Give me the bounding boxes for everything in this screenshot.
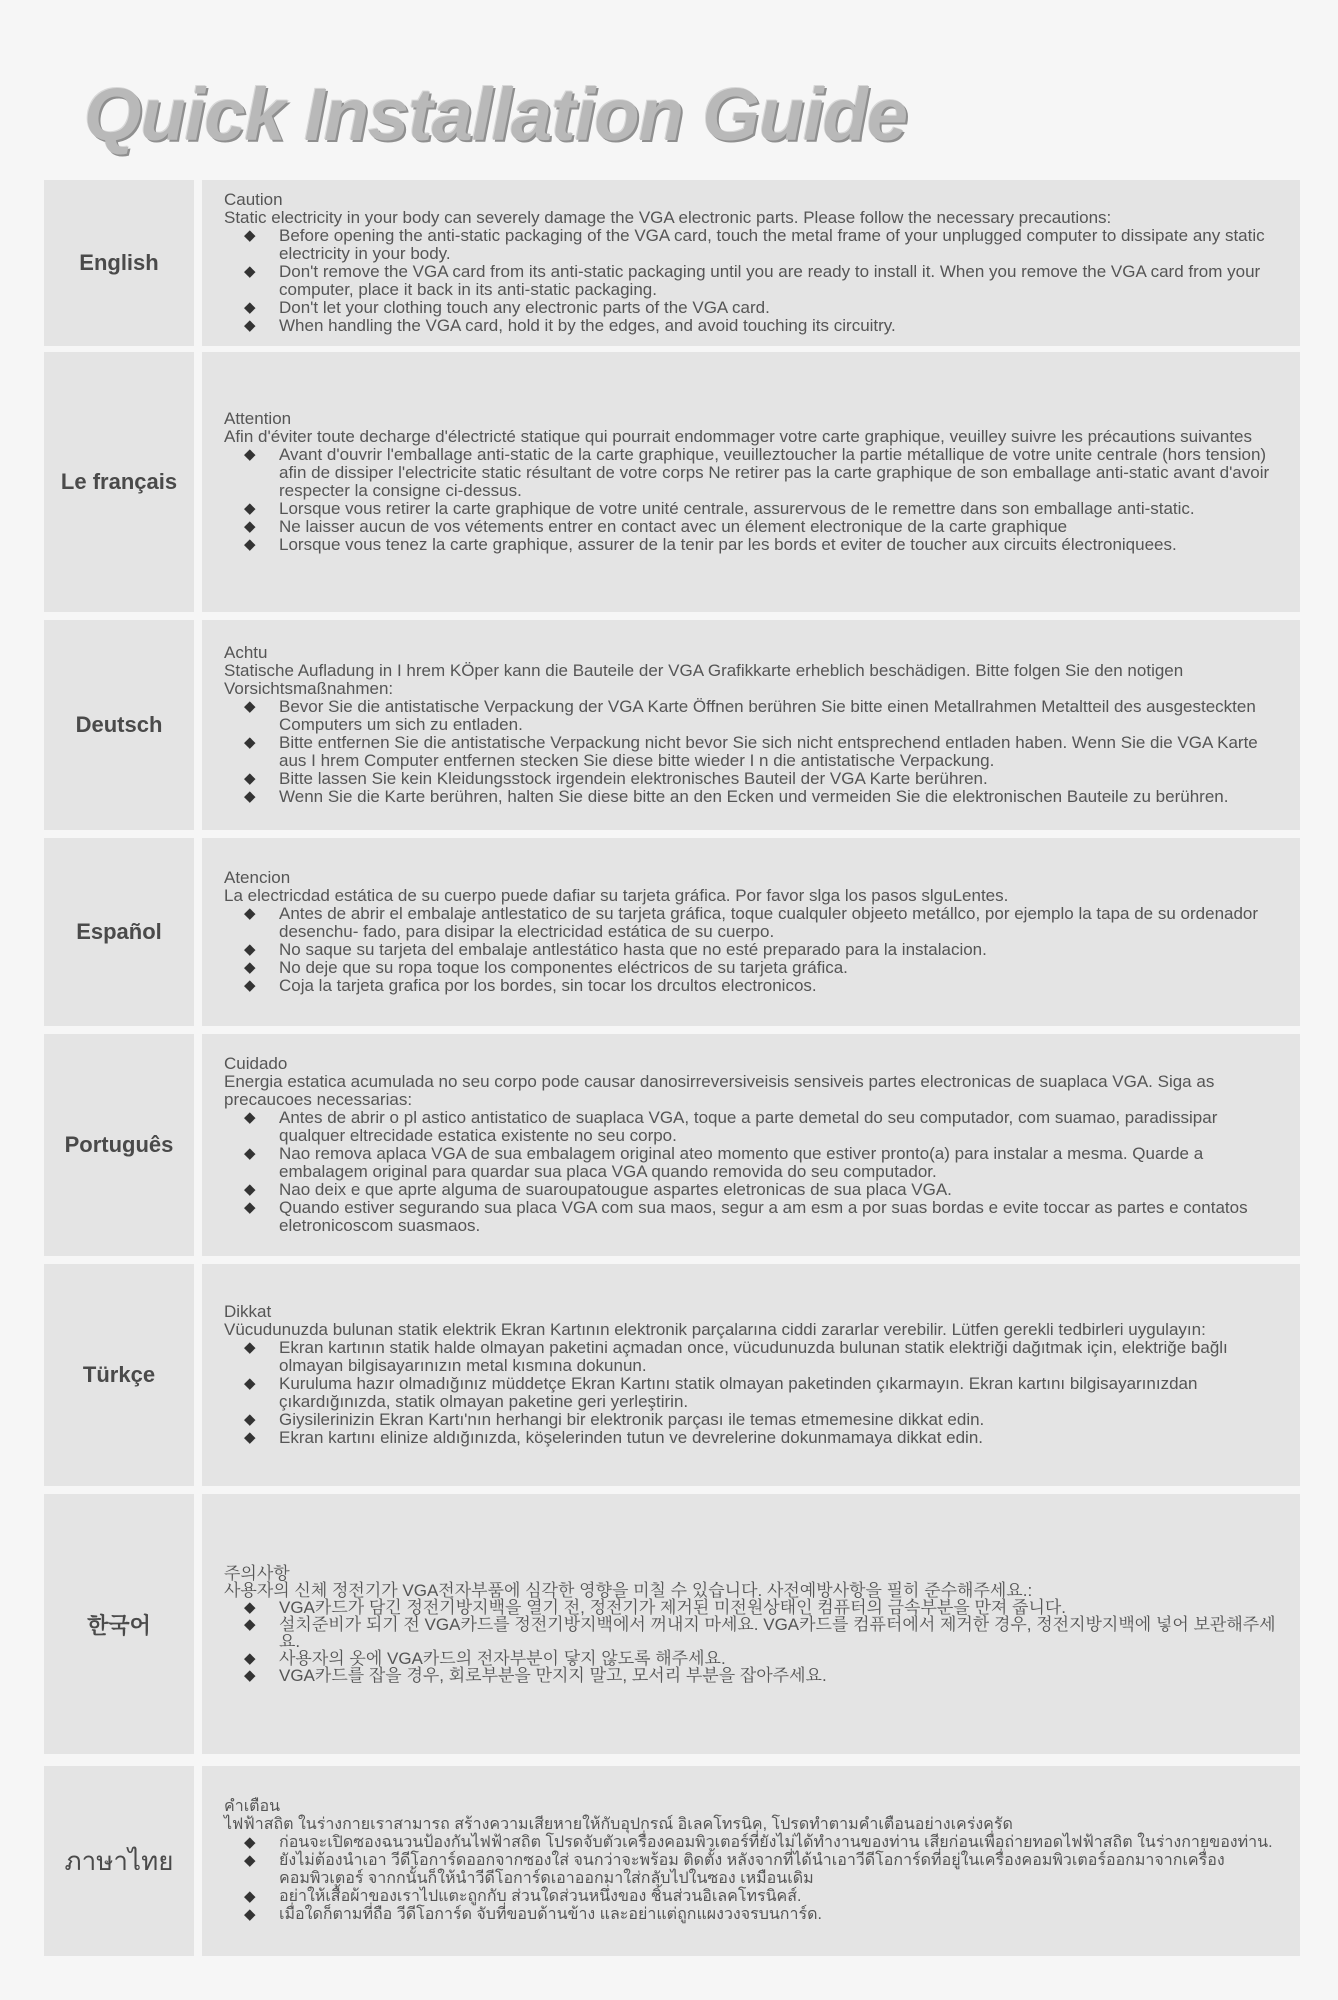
precaution-item: ◆ Nao remova aplaca VGA de sua embalagem original ateo momento que estiver pronto(a) para instalar a mesma. Quarde a embalagem original para quardar sua placa VGA quando removida do seu computador. (224, 1145, 1286, 1181)
section-heading: Cuidado (224, 1054, 288, 1073)
precaution-item: ◆ Coja la tarjeta grafica por los bordes, sin tocar los drcultos electronicos. (224, 977, 1286, 995)
section-spanish (44, 838, 1300, 1026)
precaution-list (224, 227, 1286, 335)
precaution-item: ◆ ยังไม่ต้องนำเอา วีดีโอการ์ดออกจากซองใส่ จนกว่าจะพร้อม ติดตั้ง หลังจากที่ได้นำเอาวีดีโอการ์ดที่อยู่ในเครื่องคอมพิวเตอร์ออกมาจากเครื่องคอมพิวเตอร์ จากกนั้นก็ให้นำวีดีโอการ์ดเอาออกมาใส่กลับไปในซอง เหมือนเดิม (224, 1852, 1286, 1888)
precaution-item: ◆ Bevor Sie die antistatische Verpackung der VGA Karte Öffnen berühren Sie bitte einen Metallrahmen Metaltteil des ausgesteckten Computers um sich zu entladen. (224, 698, 1286, 734)
precaution-list (224, 698, 1286, 806)
precaution-item: ◆ When handling the VGA card, hold it by the edges, and avoid touching its circuitry. (224, 317, 1286, 335)
section-intro: Static electricity in your body can severely damage the VGA electronic parts. Please follow the necessary precautions: (224, 208, 1112, 227)
language-label: 한국어 (44, 1494, 194, 1754)
precaution-list (224, 1599, 1286, 1684)
section-heading: Caution (224, 190, 283, 209)
precaution-item: ◆ No saque su tarjeta del embalaje antlestático hasta que no esté preparado para la instalacion. (224, 941, 1286, 959)
section-intro: Afin d'éviter toute decharge d'électricté statique qui pourrait endommager votre carte graphique, veuilley suivre les précautions suivantes (224, 427, 1253, 446)
section-content (202, 1034, 1300, 1256)
precaution-item: ◆ ก่อนจะเปิดซองฉนวนป้องกันไฟฟ้าสถิต โปรดจับตัวเครื่องคอมพิวเตอร์ที่ยังไม่ได้ทำงานของท่าน เสียก่อนเพื่อถ่ายทอดไฟฟ้าสถิต ในร่างกายของท่าน. (224, 1834, 1286, 1852)
section-content (202, 1494, 1300, 1754)
section-heading: Attention (224, 409, 292, 428)
precaution-list (224, 905, 1286, 995)
section-german (44, 620, 1300, 830)
language-label: Português (44, 1034, 194, 1256)
section-intro: ไฟฟ้าสถิต ในร่างกายเราสามารถ สร้างความเสียหายให้กับอุปกรณ์ อิเลคโทรนิค, โปรดทำตามคำเตือนอย่างเคร่งครัด (224, 1816, 1013, 1833)
precaution-item: ◆ Nao deix e que aprte alguma de suaroupatougue aspartes eletronicas de sua placa VGA. (224, 1181, 1286, 1199)
section-heading: 주의사항 (224, 1563, 290, 1583)
language-label: Le français (44, 352, 194, 612)
precaution-item: ◆ Wenn Sie die Karte berühren, halten Sie diese bitte an den Ecken und vermeiden Sie die elektronischen Bauteile zu berühren. (224, 788, 1286, 806)
section-content (202, 180, 1300, 346)
section-heading: Achtu (224, 643, 268, 662)
section-korean (44, 1494, 1300, 1754)
section-content (202, 1264, 1300, 1486)
precaution-item: ◆ 사용자의 옷에 VGA카드의 전자부분이 닿지 않도록 해주세요. (224, 1650, 1286, 1667)
precaution-item: ◆ Lorsque vous tenez la carte graphique, assurer de la tenir par les bords et eviter de toucher aux circuits électroniquees. (224, 536, 1286, 554)
section-content (202, 1766, 1300, 1956)
precaution-item: ◆ Ne laisser aucun de vos vétements entrer en contact avec un élement electronique de la carte graphique (224, 518, 1286, 536)
section-intro: Energia estatica acumulada no seu corpo pode causar danosirreversiveisis sensiveis partes electronicas de suaplaca VGA. Siga as precaucoes necessarias: (224, 1072, 1215, 1109)
section-portuguese (44, 1034, 1300, 1256)
precaution-item: ◆ Before opening the anti-static packaging of the VGA card, touch the metal frame of your unplugged computer to dissipate any static electricity in your body. (224, 227, 1286, 263)
section-intro: Vücudunuzda bulunan statik elektrik Ekran Kartının elektronik parçalarına ciddi zararlar verebilir. Lütfen gerekli tedbirleri uygulayın: (224, 1320, 1206, 1339)
precaution-item: ◆ Avant d'ouvrir l'emballage anti-static de la carte graphique, veuilleztoucher la partie métallique de votre unite centrale (hors tension) afin de dissiper l'electricite static résultant de votre corps Ne retirer pas la carte graphique de son emballage anti-static avant d'avoir respecter la consigne ci-dessus. (224, 446, 1286, 500)
precaution-item: ◆ VGA카드가 담긴 정전기방지백을 열기 전, 정전기가 제거된 미전원상태인 컴퓨터의 금속부분을 만져 줍니다. (224, 1599, 1286, 1616)
precaution-item: ◆ No deje que su ropa toque los componentes eléctricos de su tarjeta gráfica. (224, 959, 1286, 977)
precaution-item: ◆ Don't let your clothing touch any electronic parts of the VGA card. (224, 299, 1286, 317)
precaution-item: ◆ Bitte lassen Sie kein Kleidungsstock irgendein elektronisches Bauteil der VGA Karte berühren. (224, 770, 1286, 788)
precaution-item: ◆ Giysilerinizin Ekran Kartı'nın herhangi bir elektronik parçası ile temas etmemesine dikkat edin. (224, 1411, 1286, 1429)
language-label: Deutsch (44, 620, 194, 830)
section-content (202, 838, 1300, 1026)
section-english (44, 180, 1300, 346)
section-content (202, 620, 1300, 830)
precaution-item: ◆ 설치준비가 되기 전 VGA카드를 정전기방지백에서 꺼내지 마세요. VGA카드를 컴퓨터에서 제거한 경우, 정전지방지백에 넣어 보관해주세요. (224, 1616, 1286, 1650)
precaution-item: ◆ Ekran kartını elinize aldığınızda, köşelerinden tutun ve devrelerine dokunmamaya dikkat edin. (224, 1429, 1286, 1447)
precaution-item: ◆ Quando estiver segurando sua placa VGA com sua maos, segur a am esm a por suas bordas e evite toccar as partes e contatos eletronicoscom suasmaos. (224, 1199, 1286, 1235)
precaution-item: ◆ Bitte entfernen Sie die antistatische Verpackung nicht bevor Sie sich nicht entsprechend entladen haben. Wenn Sie die VGA Karte aus I hrem Computer entfernen stecken Sie diese bitte wieder I n die antistatische Verpackung. (224, 734, 1286, 770)
precaution-item: ◆ อย่าให้เสื้อผ้าของเราไปแตะถูกกับ ส่วนใดส่วนหนึ่งของ ชิ้นส่วนอิเลคโทรนิคส์. (224, 1888, 1286, 1906)
precaution-list (224, 1339, 1286, 1447)
section-content (202, 352, 1300, 612)
language-label: English (44, 180, 194, 346)
section-intro: 사용자의 신체 정전기가 VGA전자부품에 심각한 영향을 미칠 수 있습니다. 사전예방사항을 필히 준수해주세요.: (224, 1580, 1033, 1600)
precaution-item: ◆ เมื่อใดก็ตามที่ถือ วีดีโอการ์ด จับที่ขอบด้านข้าง และอย่าแต่ถูกแผงวงจรบนการ์ด. (224, 1906, 1286, 1924)
section-heading: คำเตือน (224, 1798, 281, 1815)
precaution-list (224, 446, 1286, 554)
section-heading: Dikkat (224, 1302, 272, 1321)
precaution-item: ◆ Ekran kartının statik halde olmayan paketini açmadan once, vücudunuzda bulunan statik elektriği dağıtmak için, elektriğe bağlı olmayan bilgisayarınızın metal kısmına dokunun. (224, 1339, 1286, 1375)
section-intro: Statische Aufladung in I hrem KÖper kann die Bauteile der VGA Grafikkarte erheblich beschädigen. Bitte folgen Sie den notigen Vorsichtsmaßnahmen: (224, 661, 1184, 698)
precaution-item: ◆ Antes de abrir el embalaje antlestatico de su tarjeta gráfica, toque cualquler objeeto metállco, por ejemplo la tapa de su ordenador desenchu- fado, para disipar la electricidad estática de su cuerpo. (224, 905, 1286, 941)
precaution-item: ◆ VGA카드를 잡을 경우, 회로부분을 만지지 말고, 모서리 부분을 잡아주세요. (224, 1667, 1286, 1684)
section-intro: La electricdad estática de su cuerpo puede dafiar su tarjeta gráfica. Por favor slga los pasos slguLentes. (224, 886, 1009, 905)
precaution-item: ◆ Antes de abrir o pl astico antistatico de suaplaca VGA, toque a parte demetal do seu computador, com suamao, paradissipar qualquer eltrecidade estatica existente no seu corpo. (224, 1109, 1286, 1145)
precaution-list (224, 1834, 1286, 1924)
precaution-item: ◆ Lorsque vous retirer la carte graphique de votre unité centrale, assurervous de le remettre dans son emballage anti-static. (224, 500, 1286, 518)
language-label: ภาษาไทย (44, 1766, 194, 1956)
language-label: Türkçe (44, 1264, 194, 1486)
section-thai (44, 1766, 1300, 1956)
precaution-item: ◆ Kuruluma hazır olmadığınız müddetçe Ekran Kartını statik olmayan paketinden çıkarmayın. Ekran kartını bilgisayarınızdan çıkardığınızda, statik olmayan paketine geri yerleştirin. (224, 1375, 1286, 1411)
section-turkish (44, 1264, 1300, 1486)
section-french (44, 352, 1300, 612)
precaution-list (224, 1109, 1286, 1235)
precaution-item: ◆ Don't remove the VGA card from its anti-static packaging until you are ready to install it. When you remove the VGA card from your computer, place it back in its anti-static packaging. (224, 263, 1286, 299)
guide-title: Quick Installation Guide (84, 73, 908, 156)
section-heading: Atencion (224, 868, 291, 887)
language-label: Español (44, 838, 194, 1026)
